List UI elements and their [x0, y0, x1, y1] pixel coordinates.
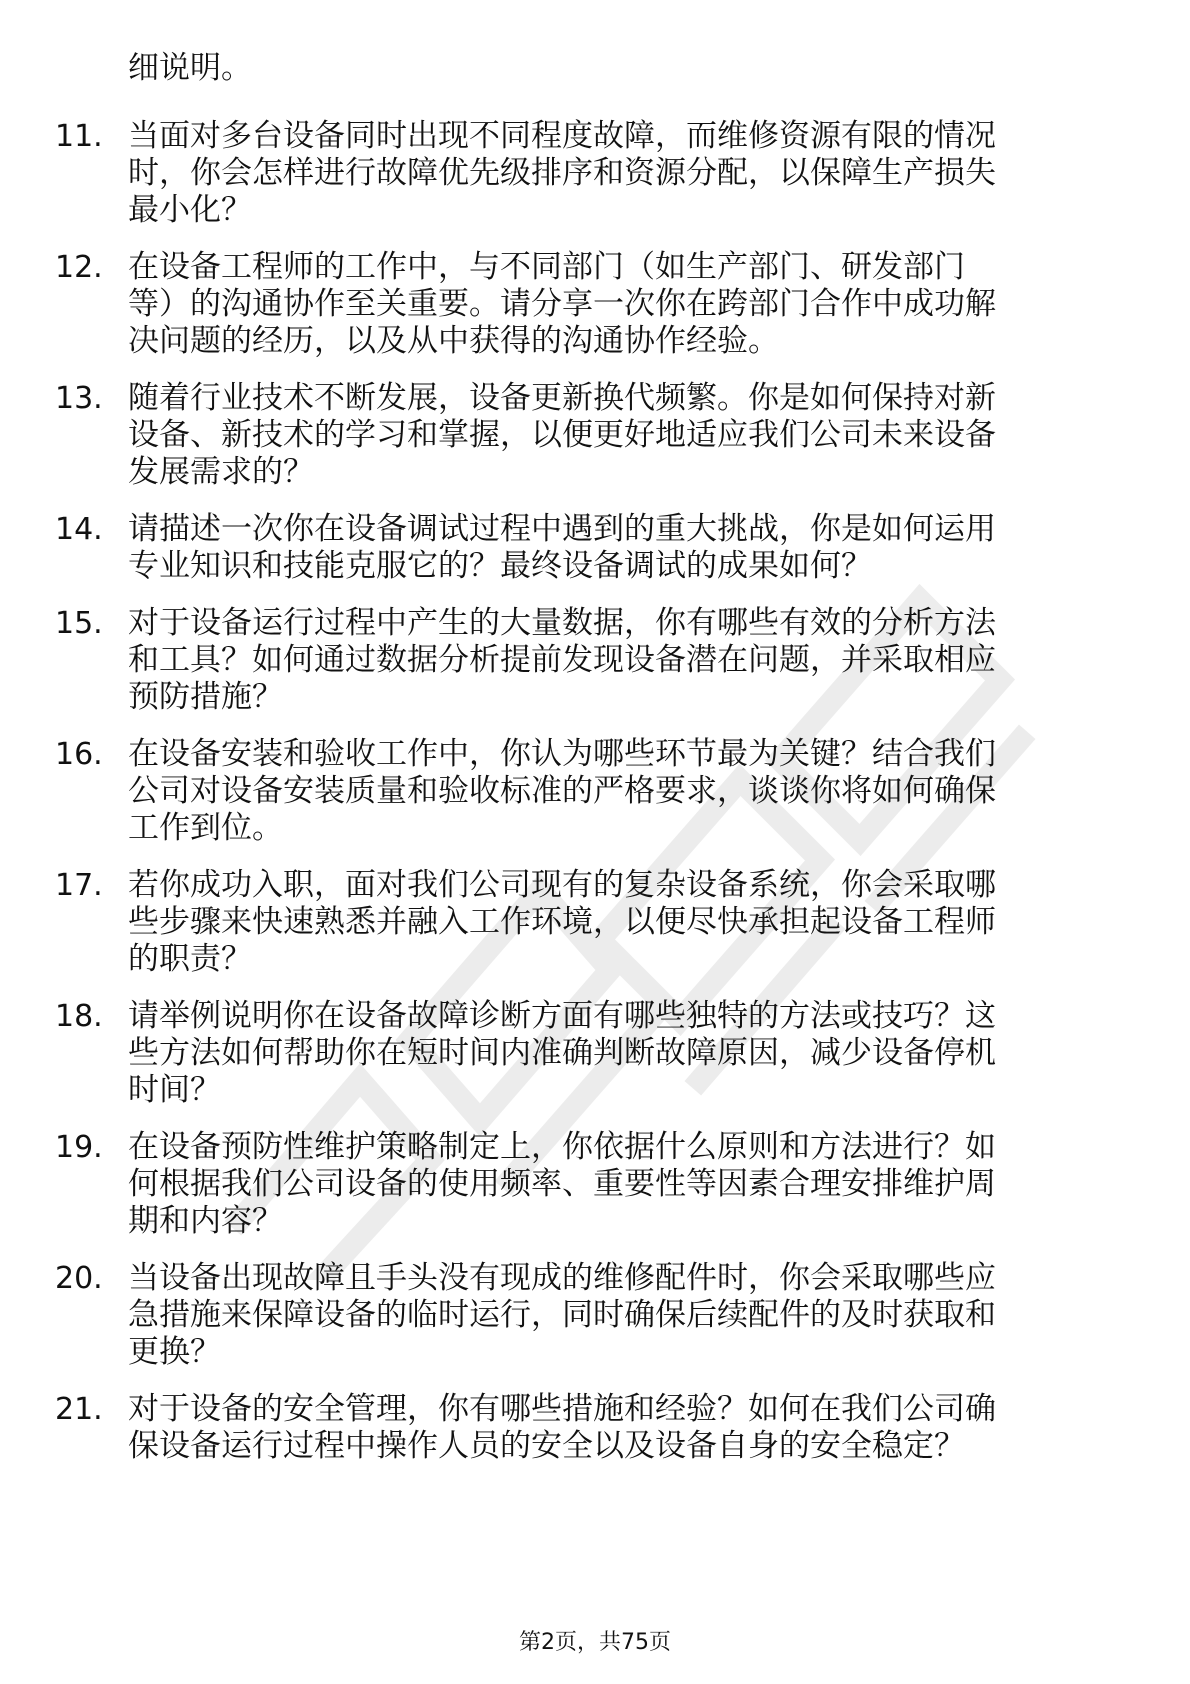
question-item: [0, 867, 1190, 978]
question-number: 18.: [55, 999, 103, 1034]
question-text-line: 发展需求的？: [128, 454, 314, 490]
question-text-line: 些方法如何帮助你在短时间内准确判断故障原因，减少设备停机: [128, 1035, 996, 1071]
question-text-line: 公司对设备安装质量和验收标准的严格要求，谈谈你将如何确保: [128, 773, 996, 809]
question-text-line: 设备、新技术的学习和掌握，以便更好地适应我们公司未来设备: [128, 417, 996, 453]
question-text-line: 等）的沟通协作至关重要。请分享一次你在跨部门合作中成功解: [128, 286, 996, 322]
question-text-line: 专业知识和技能克服它的？最终设备调试的成果如何？: [128, 548, 872, 584]
continued-text: 细说明。: [128, 50, 252, 86]
question-number: 20.: [55, 1261, 103, 1296]
question-text-line: 在设备预防性维护策略制定上，你依据什么原则和方法进行？如: [128, 1129, 996, 1165]
question-text-line: 何根据我们公司设备的使用频率、重要性等因素合理安排维护周: [128, 1166, 996, 1202]
question-number: 16.: [55, 737, 103, 772]
question-text-line: 期和内容？: [128, 1203, 283, 1239]
question-number: 12.: [55, 250, 103, 285]
question-text-line: 时间？: [128, 1072, 221, 1108]
question-number: 11.: [55, 119, 103, 154]
question-text: [128, 1129, 1118, 1240]
question-list: [0, 118, 1190, 1485]
question-text: [128, 605, 1118, 716]
question-text-line: 更换？: [128, 1334, 221, 1370]
question-text: [128, 736, 1118, 847]
question-text-line: 若你成功入职，面对我们公司现有的复杂设备系统，你会采取哪: [128, 867, 996, 903]
question-number: 14.: [55, 512, 103, 547]
question-text-line: 的职责？: [128, 941, 252, 977]
question-text: [128, 1391, 1118, 1465]
question-text-line: 当面对多台设备同时出现不同程度故障，而维修资源有限的情况: [128, 118, 996, 154]
question-item: [0, 1391, 1190, 1465]
question-item: [0, 511, 1190, 585]
question-item: [0, 605, 1190, 716]
question-text-line: 请描述一次你在设备调试过程中遇到的重大挑战，你是如何运用: [128, 511, 996, 547]
question-text-line: 些步骤来快速熟悉并融入工作环境，以便尽快承担起设备工程师: [128, 904, 996, 940]
question-text-line: 对于设备运行过程中产生的大量数据，你有哪些有效的分析方法: [128, 605, 996, 641]
question-number: 13.: [55, 381, 103, 416]
question-item: [0, 998, 1190, 1109]
question-text-line: 工作到位。: [128, 810, 283, 846]
question-item: [0, 380, 1190, 491]
question-item: [0, 1129, 1190, 1240]
question-text-line: 保设备运行过程中操作人员的安全以及设备自身的安全稳定？: [128, 1428, 965, 1464]
question-number: 21.: [55, 1392, 103, 1427]
question-text-line: 和工具？如何通过数据分析提前发现设备潜在问题，并采取相应: [128, 642, 996, 678]
question-text-line: 在设备安装和验收工作中，你认为哪些环节最为关键？结合我们: [128, 736, 996, 772]
page-number: 第2页，共75页: [519, 1630, 671, 1655]
question-text-line: 在设备工程师的工作中，与不同部门（如生产部门、研发部门: [128, 249, 965, 285]
question-text-line: 对于设备的安全管理，你有哪些措施和经验？如何在我们公司确: [128, 1391, 996, 1427]
question-text-line: 当设备出现故障且手头没有现成的维修配件时，你会采取哪些应: [128, 1260, 996, 1296]
question-text: [128, 998, 1118, 1109]
question-text: [128, 1260, 1118, 1371]
question-text-line: 决问题的经历，以及从中获得的沟通协作经验。: [128, 323, 779, 359]
question-text: [128, 249, 1118, 360]
question-text-line: 请举例说明你在设备故障诊断方面有哪些独特的方法或技巧？这: [128, 998, 996, 1034]
question-text-line: 随着行业技术不断发展，设备更新换代频繁。你是如何保持对新: [128, 380, 996, 416]
question-item: [0, 249, 1190, 360]
question-text: [128, 867, 1118, 978]
question-number: 15.: [55, 606, 103, 641]
question-item: [0, 1260, 1190, 1371]
question-text-line: 预防措施？: [128, 679, 283, 715]
question-text-line: 时，你会怎样进行故障优先级排序和资源分配，以保障生产损失: [128, 155, 996, 191]
question-text: [128, 380, 1118, 491]
question-number: 19.: [55, 1130, 103, 1165]
question-text: [128, 511, 1118, 585]
question-text-line: 最小化？: [128, 192, 252, 228]
question-text: [128, 118, 1118, 229]
question-text-line: 急措施来保障设备的临时运行，同时确保后续配件的及时获取和: [128, 1297, 996, 1333]
question-item: [0, 118, 1190, 229]
question-number: 17.: [55, 868, 103, 903]
question-item: [0, 736, 1190, 847]
